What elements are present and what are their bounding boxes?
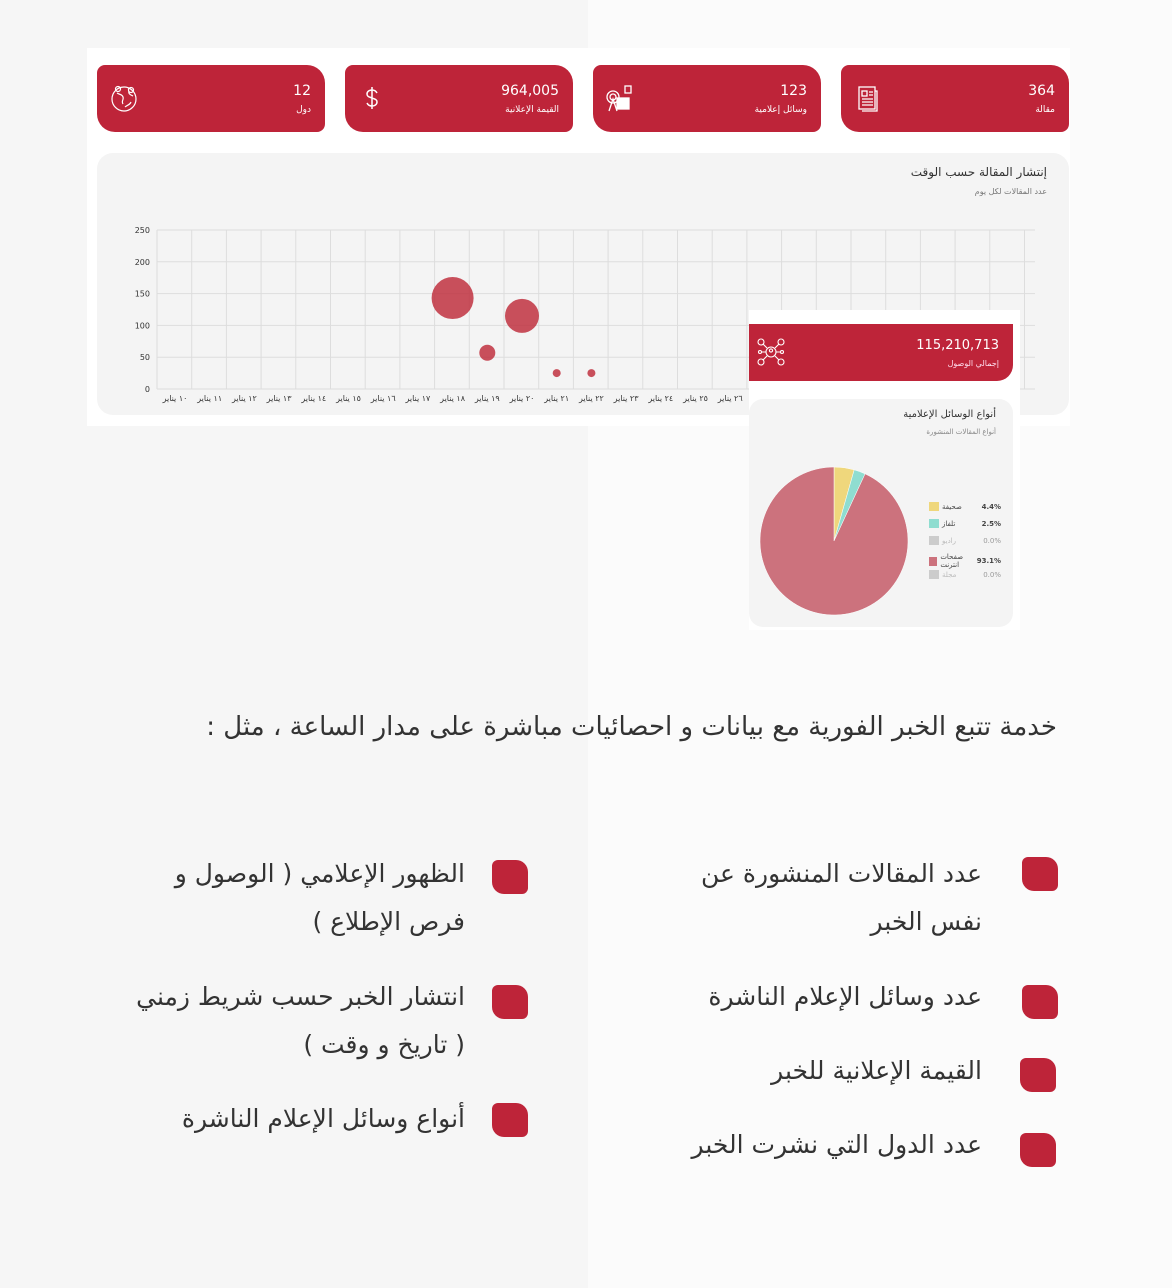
legend-label: راديو xyxy=(942,536,957,545)
x-tick-label: ١٦ يناير xyxy=(370,394,396,403)
feature-item: القيمة الإعلانية للخبر xyxy=(771,1056,982,1085)
card-label: دول xyxy=(296,105,311,115)
broadcast-tower-icon xyxy=(605,83,635,113)
y-tick-label: 150 xyxy=(134,289,150,299)
chart-subtitle: عدد المقالات لكل يوم xyxy=(974,187,1047,196)
legend-item[interactable] xyxy=(929,519,1001,528)
bullet-icon xyxy=(1022,857,1058,891)
card-value: 12 xyxy=(293,83,311,99)
reach-label: إجمالي الوصول xyxy=(947,359,999,368)
y-tick-label: 250 xyxy=(134,226,150,235)
y-tick-label: 100 xyxy=(134,321,150,331)
bullet-icon xyxy=(492,860,528,894)
legend-swatch xyxy=(929,570,939,579)
pie-title: أنواع الوسائل الإعلامية xyxy=(903,409,996,420)
reach-card xyxy=(749,324,1013,381)
card-value: 123 xyxy=(780,83,807,99)
legend-percent: 0.0% xyxy=(983,570,1001,579)
legend-percent: 93.1% xyxy=(976,557,1001,565)
card-value: 364 xyxy=(1028,83,1055,99)
x-tick-label: ١٣ يناير xyxy=(266,394,292,403)
legend-percent: 0.0% xyxy=(983,536,1001,545)
pie-chart xyxy=(749,399,1013,627)
x-tick-label: ٢٥ يناير xyxy=(683,394,708,403)
x-tick-label: ٢٣ يناير xyxy=(613,394,639,403)
x-tick-label: ١٤ يناير xyxy=(301,394,327,403)
pie-subtitle: أنواع المقالات المنشورة xyxy=(926,428,996,436)
x-tick-label: ١١ يناير xyxy=(197,394,223,403)
bullet-icon xyxy=(492,985,528,1019)
ad-value-card xyxy=(345,65,573,132)
media-outlets-card xyxy=(593,65,821,132)
x-tick-label: ١٨ يناير xyxy=(440,394,466,403)
x-tick-label: ١٩ يناير xyxy=(474,394,500,403)
bullet-icon xyxy=(1020,1058,1056,1092)
newspaper-icon xyxy=(853,83,883,113)
bubble xyxy=(479,345,495,361)
y-tick-label: 200 xyxy=(134,257,150,267)
y-tick-label: 50 xyxy=(139,353,150,363)
legend-label: صحيفة xyxy=(942,502,962,511)
bubble xyxy=(553,369,561,377)
x-tick-label: ٢٦ يناير xyxy=(717,394,743,403)
dollar-icon xyxy=(357,83,387,113)
feature-item: الظهور الإعلامي ( الوصول و فرص الإطلاع ) xyxy=(174,859,465,936)
legend-item[interactable] xyxy=(929,570,1001,579)
legend-swatch xyxy=(929,519,939,528)
legend-label: تلفاز xyxy=(942,519,956,528)
section-heading: خدمة تتبع الخبر الفورية مع بيانات و احصائيات مباشرة على مدار الساعة ، مثل : xyxy=(206,712,1057,742)
x-tick-label: ٢٤ يناير xyxy=(648,394,674,403)
x-tick-label: ٢١ يناير xyxy=(544,394,570,403)
legend-swatch xyxy=(929,502,939,511)
x-tick-label: ١٠ يناير xyxy=(162,394,188,403)
feature-item: أنواع وسائل الإعلام الناشرة xyxy=(181,1104,465,1133)
feature-item: عدد الدول التي نشرت الخبر xyxy=(691,1130,982,1159)
card-label: مقالة xyxy=(1035,105,1055,115)
bubble xyxy=(587,369,595,377)
chart-title: إنتشار المقالة حسب الوقت xyxy=(910,165,1047,179)
media-types-card xyxy=(749,399,1013,627)
bubble xyxy=(432,277,474,319)
countries-card xyxy=(97,65,325,132)
legend-label: مجلة xyxy=(942,570,957,579)
legend-item[interactable] xyxy=(929,536,1001,545)
feature-item: انتشار الخبر حسب شريط زمني ( تاريخ و وقت ) xyxy=(136,982,465,1059)
y-tick-label: 0 xyxy=(144,385,150,394)
legend-swatch xyxy=(929,557,937,566)
bullet-icon xyxy=(1020,1133,1056,1167)
x-tick-label: ١٧ يناير xyxy=(405,394,431,403)
x-tick-label: ٢٢ يناير xyxy=(578,394,604,403)
bullet-icon xyxy=(1022,985,1058,1019)
articles-card xyxy=(841,65,1069,132)
legend-item[interactable] xyxy=(929,502,1001,511)
globe-icon xyxy=(109,83,139,113)
bullet-icon xyxy=(492,1103,528,1137)
x-tick-label: ١٥ يناير xyxy=(336,394,361,403)
legend-item[interactable] xyxy=(929,553,1001,569)
legend-label: صفحات انترنت xyxy=(940,553,964,569)
card-label: القيمة الإعلانية xyxy=(505,105,559,115)
x-tick-label: ١٢ يناير xyxy=(231,394,257,403)
pie-slice xyxy=(760,467,908,615)
reach-value: 115,210,713 xyxy=(916,338,999,353)
card-value: 964,005 xyxy=(501,83,559,99)
feature-item: عدد المقالات المنشورة عن نفس الخبر xyxy=(701,859,982,936)
legend-percent: 4.4% xyxy=(981,502,1001,511)
feature-item: عدد وسائل الإعلام الناشرة xyxy=(708,982,982,1011)
network-users-icon xyxy=(757,338,785,366)
legend-swatch xyxy=(929,536,939,545)
x-tick-label: ٢٠ يناير xyxy=(509,394,535,403)
card-label: وسائل إعلامية xyxy=(754,105,807,115)
legend-percent: 2.5% xyxy=(981,519,1001,528)
bubble xyxy=(505,299,539,333)
